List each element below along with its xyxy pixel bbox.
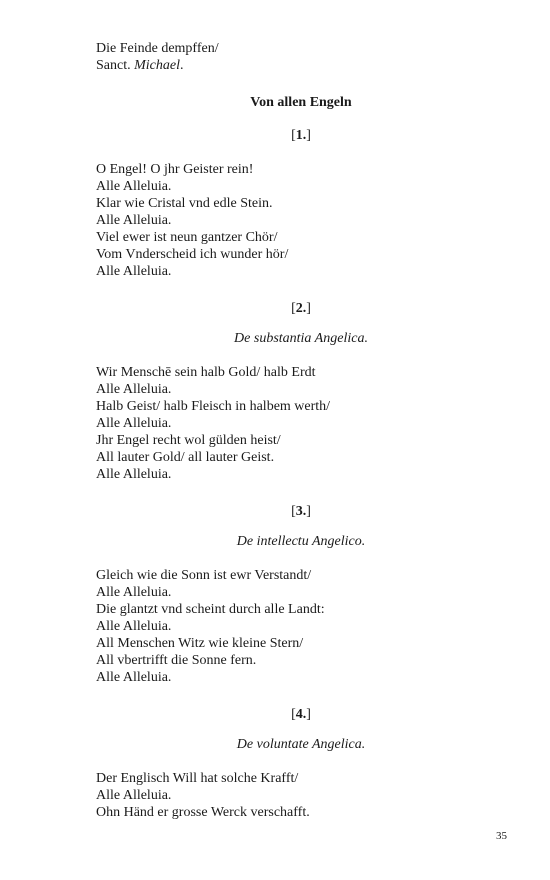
stanza-3-line: Die glantzt vnd scheint durch alle Landt: <box>96 602 325 617</box>
stanza-2-line: Jhr Engel recht wol gülden heist/ <box>96 433 281 448</box>
stanza-2-line: Halb Geist/ halb Fleisch in halbem werth/ <box>96 399 331 414</box>
stanza-3-line: Gleich wie die Sonn ist ewr Verstandt/ <box>96 568 312 583</box>
stanza-4-line: Alle Alleluia. <box>96 788 172 803</box>
stanza-1-line: Alle Alleluia. <box>96 264 172 279</box>
stanza-1-line: Klar wie Cristal vnd edle Stein. <box>96 196 273 211</box>
section-number-1: [1.] <box>291 128 311 143</box>
stanza-1-line: Alle Alleluia. <box>96 213 172 228</box>
intro-line-2-text: Sanct. <box>96 58 135 73</box>
stanza-3-line: Alle Alleluia. <box>96 670 172 685</box>
stanza-3-line: Alle Alleluia. <box>96 619 172 634</box>
intro-line-2 <box>96 57 506 74</box>
section-number-3: [3.] <box>291 504 311 519</box>
section-number-3-value: 3. <box>295 504 307 519</box>
stanza-2-line: All lauter Gold/ all lauter Geist. <box>96 450 275 465</box>
stanza-1-line: Alle Alleluia. <box>96 179 172 194</box>
intro-name: Michael <box>134 58 180 73</box>
stanza-3-line: All Menschen Witz wie kleine Stern/ <box>96 636 304 651</box>
section-number-4-value: 4. <box>295 707 307 722</box>
page-number: 35 <box>496 830 507 842</box>
stanza-1-line: O Engel! O jhr Geister rein! <box>96 162 254 177</box>
stanza-2 <box>96 364 506 483</box>
stanza-3-line: Alle Alleluia. <box>96 585 172 600</box>
section-number-2: [2.] <box>291 301 311 316</box>
intro-tail: . <box>179 58 184 73</box>
stanza-4 <box>96 770 506 821</box>
section-subtitle-2: De substantia Angelica. <box>234 331 368 346</box>
hymn-title: Von allen Engeln <box>250 95 352 110</box>
stanza-4-line: Ohn Händ er grosse Werck verschafft. <box>96 805 310 820</box>
stanza-3-line: All vbertrifft die Sonne fern. <box>96 653 257 668</box>
page-body <box>96 40 506 821</box>
stanza-2-line: Alle Alleluia. <box>96 382 172 397</box>
stanza-4-line: Der Englisch Will hat solche Krafft/ <box>96 771 299 786</box>
stanza-3 <box>96 567 506 686</box>
stanza-1 <box>96 161 506 280</box>
stanza-2-line: Alle Alleluia. <box>96 416 172 431</box>
section-number-1-value: 1. <box>295 128 307 143</box>
intro-line-1: Die Feinde dempffen/ <box>96 41 219 56</box>
section-number-4: [4.] <box>291 707 311 722</box>
section-subtitle-4: De voluntate Angelica. <box>236 737 366 752</box>
stanza-1-line: Vom Vnderscheid ich wunder hör/ <box>96 247 289 262</box>
stanza-2-line: Wir Menschē sein halb Gold/ halb Erdt <box>96 365 316 380</box>
section-number-2-value: 2. <box>295 301 307 316</box>
stanza-1-line: Viel ewer ist neun gantzer Chör/ <box>96 230 278 245</box>
section-subtitle-3: De intellectu Angelico. <box>236 534 366 549</box>
stanza-2-line: Alle Alleluia. <box>96 467 172 482</box>
